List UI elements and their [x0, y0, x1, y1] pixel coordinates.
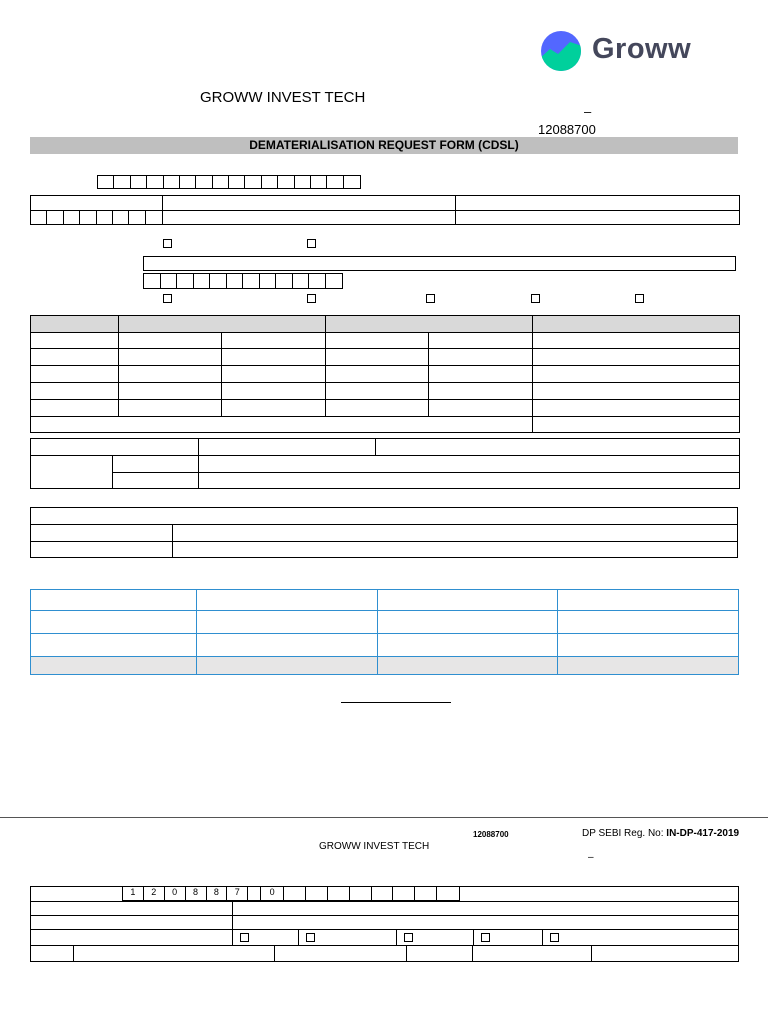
groww-logo-icon: [540, 30, 582, 72]
holder-id-boxes[interactable]: [30, 210, 163, 225]
dpid-digit: 8: [186, 887, 207, 900]
header-dash: –: [584, 104, 592, 119]
client-id-boxes[interactable]: [97, 175, 361, 189]
tear-off-line: [0, 817, 768, 818]
ack-company-name: GROWW INVEST TECH: [319, 841, 430, 852]
ack-dp-id: 12088700: [473, 830, 509, 839]
dpid-digit: 2: [144, 887, 165, 900]
checkbox-security-type-4[interactable]: [531, 294, 540, 303]
ack-checkbox-1[interactable]: [240, 933, 249, 942]
ack-checkbox-2[interactable]: [306, 933, 315, 942]
checkbox-security-type-1[interactable]: [163, 294, 172, 303]
dpid-digit: [248, 887, 261, 900]
lockin-table: [30, 438, 740, 489]
signature-line: [341, 702, 451, 703]
ack-dpid-boxes: [122, 886, 460, 901]
certificates-header-row: [31, 316, 739, 332]
groww-logo: [540, 30, 700, 72]
ack-sebi-label: DP SEBI Reg. No:: [582, 828, 667, 839]
ack-sebi-no: IN-DP-417-2019: [666, 828, 740, 839]
ack-checkbox-3[interactable]: [404, 933, 413, 942]
company-name: GROWW INVEST TECH: [200, 89, 366, 106]
dpid-digit: 0: [165, 887, 186, 900]
dpid-digit: 0: [261, 887, 284, 900]
checkbox-option-1[interactable]: [163, 239, 172, 248]
dp-id-header: 12088700: [538, 122, 596, 137]
isin-boxes[interactable]: [143, 273, 343, 289]
signature-table-shaded-row: [31, 656, 738, 674]
dpid-digit: 8: [207, 887, 228, 900]
checkbox-security-type-2[interactable]: [307, 294, 316, 303]
checkbox-security-type-5[interactable]: [635, 294, 644, 303]
brand-name: Groww: [592, 33, 692, 65]
dpid-digit: 7: [227, 887, 248, 900]
checkbox-option-2[interactable]: [307, 239, 316, 248]
remarks-table: [30, 507, 738, 558]
ack-checkbox-5[interactable]: [550, 933, 559, 942]
isin-description-field[interactable]: [143, 256, 736, 271]
ack-dash: –: [588, 852, 594, 863]
ack-checkbox-4[interactable]: [481, 933, 490, 942]
ack-sebi-reg: [582, 828, 739, 839]
dpid-digit: 1: [123, 887, 144, 900]
form-title: DEMATERIALISATION REQUEST FORM (CDSL): [249, 138, 519, 152]
checkbox-security-type-3[interactable]: [426, 294, 435, 303]
